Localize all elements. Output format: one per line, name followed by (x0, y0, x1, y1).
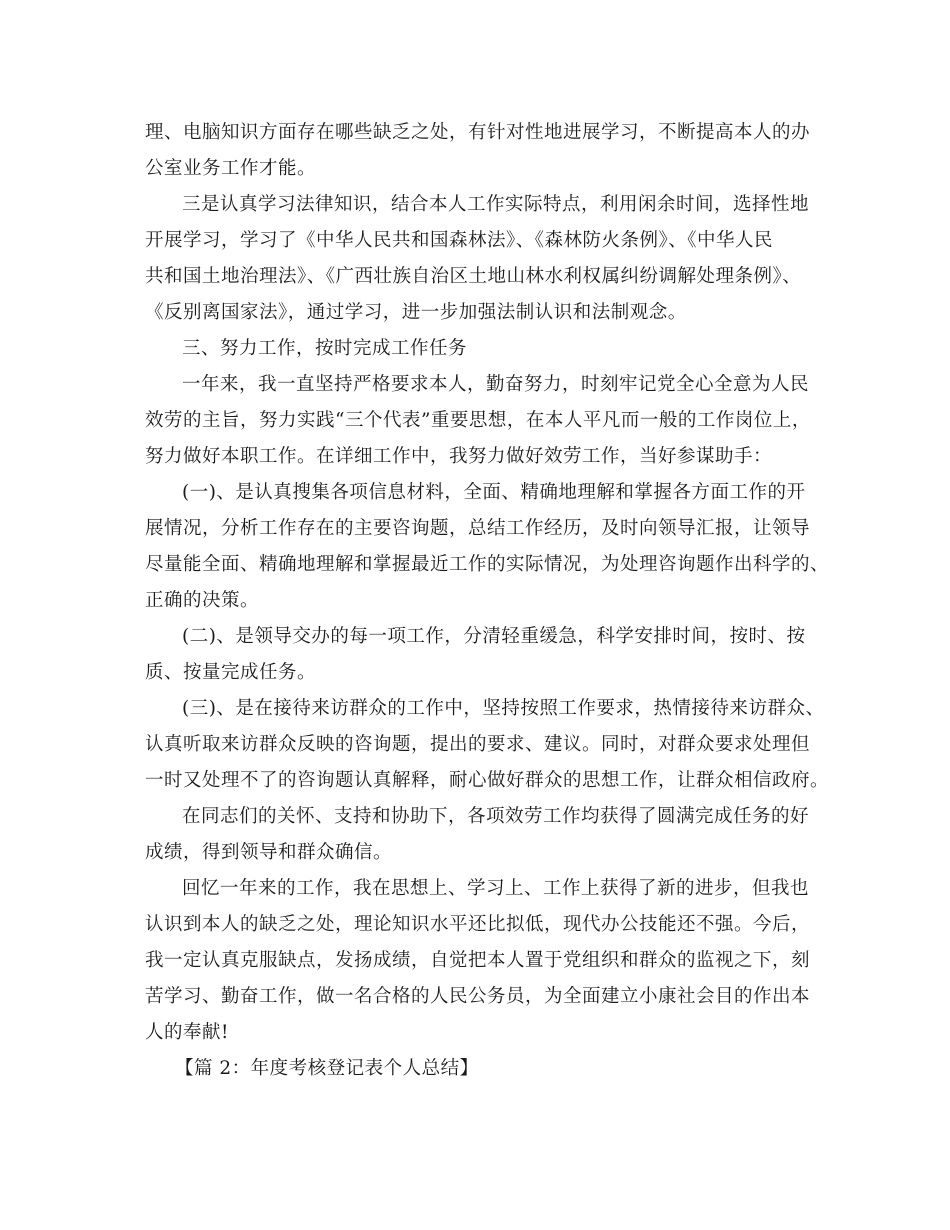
text-line: 认真听取来访群众反映的咨询题，提出的要求、建议。同时，对群众要求处理但 (145, 734, 811, 755)
text-line: (一)、是认真搜集各项信息材料，全面、精确地理解和掌握各方面工作的开 (182, 482, 806, 503)
paragraph-item-1 (145, 475, 830, 619)
text-line: (三)、是在接待来访群众的工作中，坚持按照工作要求，热情接待来访群众、 (182, 698, 825, 719)
text-line: (二)、是领导交办的每一项工作，分清轻重缓急，科学安排时间，按时、按 (182, 626, 806, 647)
paragraph-continuation (145, 115, 810, 187)
text-line: 质、按量完成任务。 (145, 662, 317, 683)
heading-line: 【篇 2：年度考核登记表个人总结】 (175, 1058, 479, 1079)
text-line: 回忆一年来的工作，我在思想上、学习上、工作上获得了新的进步，但我也 (182, 878, 810, 899)
text-line: 一年来，我一直坚持严格要求本人，勤奋努力，时刻牢记党全心全意为人民 (182, 374, 810, 395)
paragraph-year-review (145, 367, 810, 475)
text-line: 三是认真学习法律知识，结合本人工作实际特点，利用闲余时间，选择性地 (182, 194, 810, 215)
text-line: 一时又处理不了的咨询题认真解释，耐心做好群众的思想工作，让群众相信政府。 (145, 770, 830, 791)
text-line: 《反别离国家法》，通过学习，进一步加强法制认识和法制观念。 (145, 302, 687, 323)
text-line: 理、电脑知识方面存在哪些缺乏之处，有针对性地进展学习，不断提高本人的办 (145, 122, 811, 143)
text-line: 尽量能全面、精确地理解和掌握最近工作的实际情况，为处理咨询题作出科学的、 (145, 554, 830, 575)
text-line: 我一定认真克服缺点，发扬成绩，自觉把本人置于党组织和群众的监视之下，刻 (145, 950, 811, 971)
text-line: 展情况，分析工作存在的主要咨询题，总结工作经历，及时向领导汇报，让领导 (145, 518, 811, 539)
text-line: 开展学习，学习了《中华人民共和国森林法》、《森林防火条例》、《中华人民 (145, 230, 774, 251)
text-line: 正确的决策。 (145, 590, 260, 611)
text-line: 人的奉献! (145, 1022, 229, 1043)
text-line: 效劳的主旨，努力实践“三个代表”重要思想，在本人平凡而一般的工作岗位上， (145, 410, 811, 431)
paragraph-law-study (145, 187, 810, 331)
text-line: 努力做好本职工作。在详细工作中，我努力做好效劳工作，当好参谋助手： (145, 446, 773, 467)
text-line: 在同志们的关怀、支持和协助下，各项效劳工作均获得了圆满完成任务的好 (182, 806, 810, 827)
paragraph-item-3 (145, 691, 830, 799)
section-heading (145, 331, 810, 367)
paragraph-reflection (145, 871, 810, 1051)
paragraph-item-2 (145, 619, 810, 691)
text-line: 成绩，得到领导和群众确信。 (145, 842, 393, 863)
paragraph-achievements (145, 799, 810, 871)
heading-line: 三、努力工作，按时完成工作任务 (182, 338, 468, 359)
text-line: 共和国土地治理法》、《广西壮族自治区土地山林水利权属纠纷调解处理条例》、 (145, 266, 802, 287)
text-line: 苦学习、勤奋工作，做一名合格的人民公务员，为全面建立小康社会目的作出本 (145, 986, 811, 1007)
text-line: 认识到本人的缺乏之处，理论知识水平还比拟低，现代办公技能还不强。今后， (145, 914, 811, 935)
text-line: 公室业务工作才能。 (145, 158, 317, 179)
article-heading (145, 1051, 810, 1087)
